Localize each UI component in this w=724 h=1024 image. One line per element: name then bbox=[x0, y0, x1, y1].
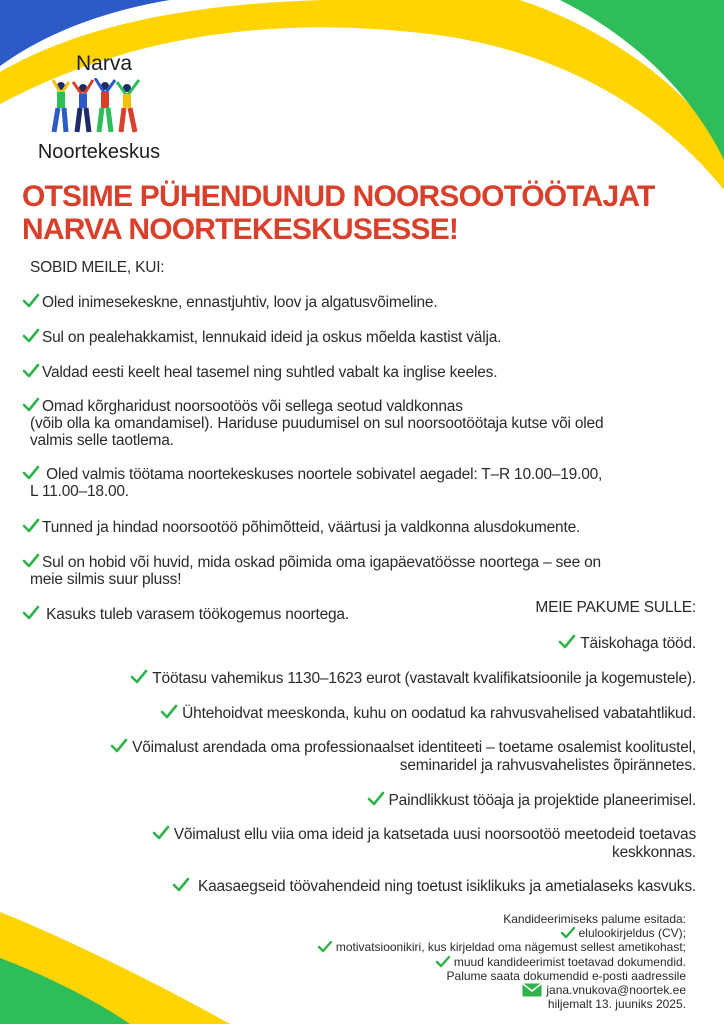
requirement-text: Sul on hobid või huvid, mida oskad põimida oma igapäevatöösse noortega – see on bbox=[42, 554, 601, 571]
requirement-text: Tunned ja hindad noorsootöö põhimõtteid, väärtusi ja valdkonna alusdokumente. bbox=[42, 519, 581, 536]
offer-text: Täiskohaga tööd. bbox=[580, 635, 696, 652]
offer-item bbox=[130, 669, 696, 688]
check-icon bbox=[152, 825, 170, 841]
logo-bottom-text: Noortekeskus bbox=[37, 141, 161, 163]
check-icon bbox=[22, 605, 40, 621]
offer-text: Ühtehoidvat meeskonda, kuhu on oodatud ka rahvusvahelised vabatahtlikud. bbox=[182, 705, 696, 722]
check-icon bbox=[22, 553, 40, 569]
check-icon bbox=[110, 738, 128, 754]
check-icon bbox=[317, 940, 333, 953]
mail-icon bbox=[522, 983, 542, 997]
application-email-row bbox=[317, 983, 686, 997]
check-icon bbox=[22, 518, 40, 534]
check-icon bbox=[558, 634, 576, 650]
check-icon bbox=[367, 791, 385, 807]
offer-item bbox=[110, 738, 696, 775]
check-icon bbox=[130, 669, 148, 685]
check-icon bbox=[22, 397, 40, 413]
dancing-people-icon bbox=[49, 78, 149, 138]
requirement-item bbox=[22, 328, 702, 346]
application-doc bbox=[317, 940, 686, 954]
offer-item bbox=[367, 791, 696, 810]
application-doc-text: motivatsioonikiri, kus kirjeldad oma nägemust sellest ametikohast; bbox=[335, 940, 686, 955]
requirement-text: Oled valmis töötama noortekeskuses noortele sobivatel aegadel: T–R 10.00–19.00, bbox=[46, 466, 603, 483]
offer-item bbox=[558, 634, 696, 653]
requirement-text: (võib olla ka omandamisel). Hariduse puudumisel on sul noorsootöötaja kutse või oled bbox=[30, 415, 604, 432]
offer-text: Paindlikkust tööaja ja projektide planeerimisel. bbox=[388, 792, 696, 809]
offer-item bbox=[172, 877, 696, 896]
application-send: Palume saata dokumendid e-posti aadressile bbox=[446, 968, 686, 983]
application-doc bbox=[317, 955, 686, 969]
application-intro: Kandideerimiseks palume esitada: bbox=[503, 912, 686, 926]
check-icon bbox=[560, 926, 576, 939]
check-icon bbox=[160, 704, 178, 720]
offer-text: Võimalust ellu viia oma ideid ja katsetada uusi noorsootöö meetodeid toetavas bbox=[173, 826, 696, 843]
requirement-text: Sul on pealehakkamist, lennukaid ideid ja oskus mõelda kastist välja. bbox=[42, 329, 502, 346]
offer-title: MEIE PAKUME SULLE: bbox=[535, 599, 696, 616]
application-doc bbox=[317, 926, 686, 940]
check-icon bbox=[22, 293, 40, 309]
logo-top-text: Narva bbox=[75, 52, 133, 75]
requirement-item bbox=[22, 397, 702, 449]
application-info bbox=[317, 912, 686, 1011]
requirement-text: L 11.00–18.00. bbox=[30, 483, 129, 500]
offer-item bbox=[152, 825, 696, 862]
application-email[interactable]: jana.vnukova@noortek.ee bbox=[546, 983, 686, 998]
requirement-item bbox=[22, 363, 702, 381]
requirement-text: Valdad eesti keelt heal tasemel ning suhtled vabalt ka inglise keeles. bbox=[42, 364, 498, 381]
application-doc-text: elulookirjeldus (CV); bbox=[578, 926, 686, 941]
offer-item bbox=[160, 704, 696, 723]
application-deadline: hiljemalt 13. juuniks 2025. bbox=[547, 997, 686, 1012]
requirement-item bbox=[22, 553, 702, 588]
requirement-text: valmis selle taotlema. bbox=[30, 432, 174, 449]
check-icon bbox=[435, 955, 451, 968]
offer-text: Võimalust arendada oma professionaalset identiteeti – toetame osalemist koolitustel, bbox=[132, 739, 696, 756]
requirement-item bbox=[22, 293, 702, 311]
check-icon bbox=[172, 877, 190, 893]
check-icon bbox=[22, 465, 40, 481]
requirement-item bbox=[22, 518, 702, 536]
headline-line: OTSIME PÜHENDUNUD NOORSOOTÖÖTAJAT bbox=[22, 180, 655, 213]
offer-text: Töötasu vahemikus 1130–1623 eurot (vastavalt kvalifikatsioonile ja kogemustele). bbox=[152, 670, 696, 687]
requirement-text: meie silmis suur pluss! bbox=[30, 571, 182, 588]
logo bbox=[24, 52, 174, 168]
check-icon bbox=[22, 363, 40, 379]
offer-text: Kaasaegseid töövahendeid ning toetust isiklikuks ja ametialaseks kasvuks. bbox=[197, 878, 696, 895]
page-title bbox=[22, 180, 712, 246]
requirements-title: SOBID MEILE, KUI: bbox=[30, 259, 165, 276]
check-icon bbox=[22, 328, 40, 344]
offer-text: keskkonnas. bbox=[612, 844, 696, 861]
headline-line: NARVA NOORTEKESKUSESSE! bbox=[22, 213, 459, 246]
offer-text: seminaridel ja rahvusvahelistes õpirännetes. bbox=[399, 757, 696, 774]
requirement-text: Oled inimesekeskne, ennastjuhtiv, loov ja algatusvõimeline. bbox=[42, 294, 438, 311]
requirement-text: Omad kõrgharidust noorsootöös või sellega seotud valdkonnas bbox=[42, 398, 463, 415]
requirement-item bbox=[22, 465, 702, 500]
requirement-text: Kasuks tuleb varasem töökogemus noortega. bbox=[46, 606, 349, 623]
application-doc-text: muud kandideerimist toetavad dokumendid. bbox=[453, 954, 686, 969]
